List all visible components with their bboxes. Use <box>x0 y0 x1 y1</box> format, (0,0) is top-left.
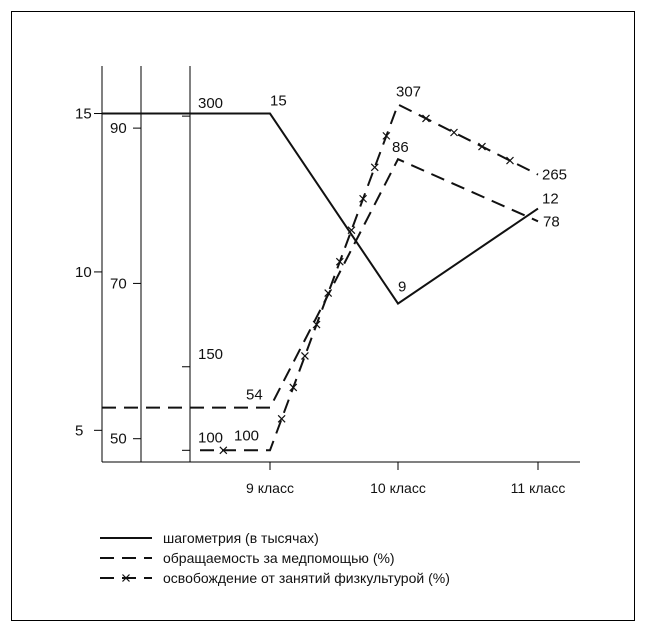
series-layer <box>102 104 538 453</box>
legend-item-1 <box>100 530 319 546</box>
x-tick-label: 9 класс <box>246 480 294 496</box>
data-label: 9 <box>398 278 407 296</box>
series-marker <box>479 143 486 150</box>
y-tick-label: 10 <box>75 263 92 281</box>
legend <box>100 530 450 586</box>
data-label: 12 <box>542 190 559 208</box>
data-label: 15 <box>270 92 287 110</box>
data-label: 307 <box>396 83 422 101</box>
data-label: 86 <box>392 139 409 157</box>
y-tick-label: 100 <box>198 429 224 447</box>
legend-label: обращаемость за медпомощью (%) <box>163 550 395 566</box>
x-tick-label: 10 класс <box>370 480 426 496</box>
y-tick-label: 90 <box>110 120 127 138</box>
y-tick-label: 300 <box>198 95 224 113</box>
x-tick-label: 11 класс <box>510 480 566 496</box>
y-tick-label: 70 <box>110 275 127 293</box>
series-marker <box>423 115 430 122</box>
series-line-1 <box>102 114 538 304</box>
legend-item-3 <box>100 570 450 586</box>
legend-label: шагометрия (в тысячах) <box>163 530 319 546</box>
data-labels <box>234 83 567 444</box>
series-marker <box>301 352 308 359</box>
legend-label: освобождение от занятий физкультурой (%) <box>163 570 450 586</box>
y-tick-label: 15 <box>75 105 92 123</box>
series-line-2 <box>102 159 538 407</box>
series-marker <box>507 157 514 164</box>
data-label: 100 <box>234 427 260 445</box>
data-label: 265 <box>542 166 568 184</box>
axes <box>75 66 580 496</box>
data-label: 78 <box>543 213 560 231</box>
series-marker <box>451 129 458 136</box>
chart-frame <box>12 12 635 621</box>
legend-item-2 <box>100 550 395 566</box>
y-tick-label: 150 <box>198 345 224 363</box>
y-tick-label: 50 <box>110 430 127 448</box>
data-label: 54 <box>246 386 263 404</box>
y-tick-label: 5 <box>75 422 84 440</box>
